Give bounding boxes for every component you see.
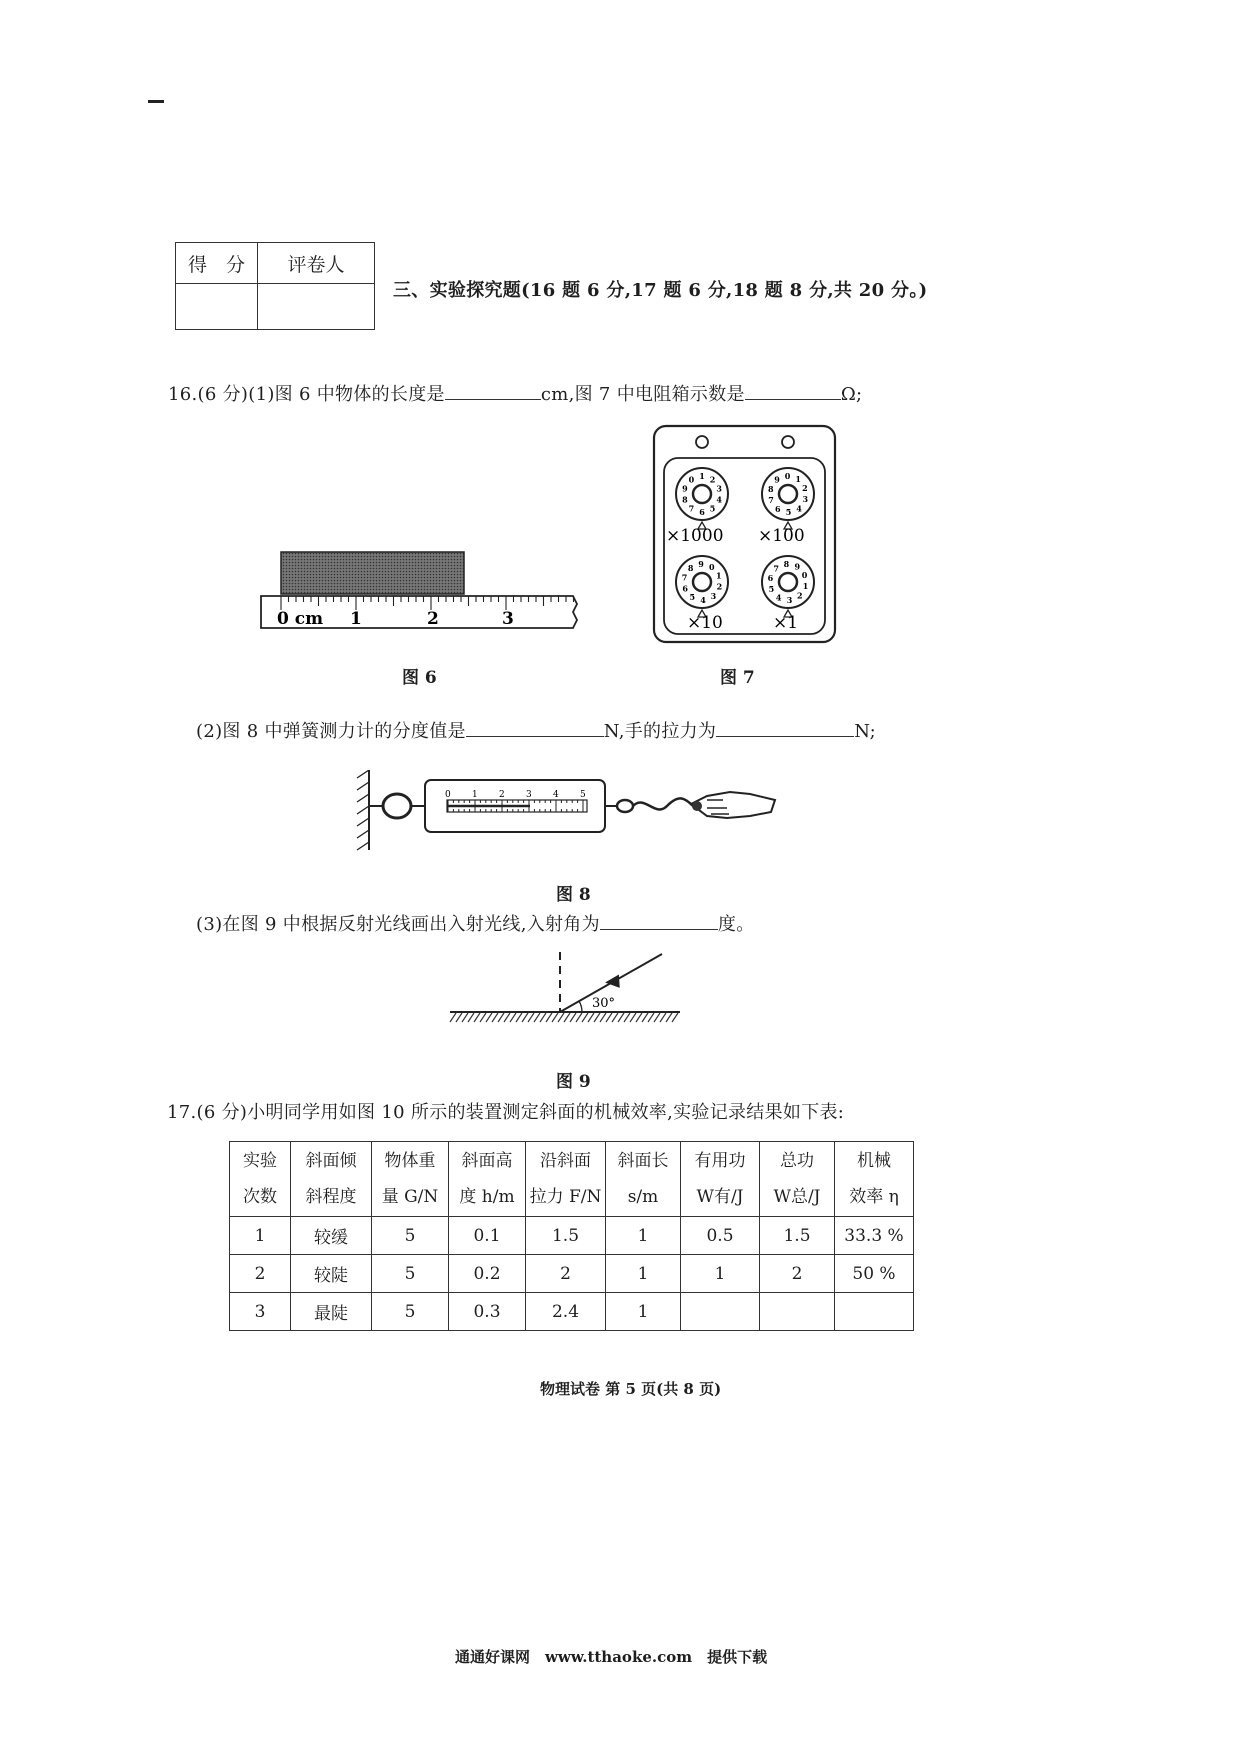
multiplier-1: ×1 [773,613,799,633]
svg-text:0: 0 [801,570,808,581]
total-work-answer-cell[interactable] [760,1293,835,1331]
table-row [230,1255,914,1293]
svg-text:1: 1 [472,790,478,800]
q16-part1-end: Ω; [840,384,863,405]
svg-text:7: 7 [768,495,774,506]
fig7-caption: 图 7 [720,668,755,688]
svg-text:5: 5 [785,506,792,517]
table-cell: 1.5 [760,1217,835,1255]
table-cell: 最陡 [291,1293,372,1331]
svg-text:2: 2 [499,790,505,800]
q16-part3-end: 度。 [717,914,755,935]
fig9-reflection-figure [440,950,690,1032]
q16-part1-prefix: 16.(6 分)(1)图 6 中物体的长度是 [168,384,445,405]
svg-text:7: 7 [681,572,688,583]
incidence-angle-blank[interactable] [600,911,718,930]
table-cell: 1 [230,1217,291,1255]
svg-text:2: 2 [802,482,808,493]
table-cell: 5 [372,1255,449,1293]
multiplier-1000: ×1000 [666,526,724,546]
multiplier-10: ×10 [687,613,723,633]
division-value-blank[interactable] [466,718,604,737]
table-cell: 1.5 [526,1217,606,1255]
hand-icon [691,792,775,818]
ruler-label-1: 1 [350,609,362,629]
header-weight: 物体重 量 G/N [372,1142,449,1217]
svg-text:3: 3 [526,790,532,800]
svg-text:6: 6 [775,503,781,514]
table-cell: 1 [681,1255,760,1293]
efficiency-answer-cell[interactable] [835,1293,914,1331]
svg-text:9: 9 [794,561,801,572]
q16-part3-prefix: (3)在图 9 中根据反射光线画出入射光线,入射角为 [196,914,600,935]
svg-text:6: 6 [767,572,774,583]
svg-text:1: 1 [802,581,809,592]
svg-text:4: 4 [553,790,559,800]
svg-text:9: 9 [682,483,688,494]
ruler-label-0: 0 cm [277,609,324,629]
svg-text:6: 6 [699,507,705,517]
q16-part1-mid: cm,图 7 中电阻箱示数是 [540,384,745,405]
q16-part2-end: N; [854,721,876,742]
table-cell: 5 [372,1293,449,1331]
site-footer: 通通好课网 www.tthaoke.com 提供下载 [455,1648,768,1666]
section-title: 三、实验探究题(16 题 6 分,17 题 6 分,18 题 8 分,共 20 分。) [393,280,928,301]
svg-text:1: 1 [699,471,705,481]
svg-text:0: 0 [445,790,451,800]
table-cell: 2 [230,1255,291,1293]
mirror-hatch [450,1013,678,1022]
svg-text:5: 5 [580,790,586,800]
svg-text:3: 3 [710,590,717,601]
pull-force-blank[interactable] [716,718,854,737]
header-height: 斜面高 度 h/m [449,1142,526,1217]
fig6-ruler-figure [255,540,585,640]
table-cell: 0.1 [449,1217,526,1255]
svg-text:5: 5 [768,583,775,594]
header-trial: 实验 次数 [230,1142,291,1217]
corner-mark [148,100,164,103]
string [633,798,693,809]
hook-ring [383,794,411,818]
table-cell: 2.4 [526,1293,606,1331]
header-efficiency: 机械 效率 η [835,1142,914,1217]
angle-label: 30° [592,996,616,1011]
svg-text:2: 2 [709,474,716,485]
svg-text:0: 0 [784,471,791,482]
q16-part2 [196,717,876,743]
page-footer: 物理试卷 第 5 页(共 8 页) [540,1380,722,1398]
table-row [230,1293,914,1331]
ruler-label-2: 2 [427,609,439,629]
ruler-label-3: 3 [502,609,514,629]
q16-part3 [196,910,755,936]
svg-text:6: 6 [682,583,689,594]
svg-text:2: 2 [796,590,803,601]
grader-cell[interactable] [258,284,375,330]
fig9-caption: 图 9 [556,1072,591,1092]
table-cell: 2 [526,1255,606,1293]
svg-text:8: 8 [687,563,694,574]
table-cell: 1 [606,1255,681,1293]
q16-part2-mid: N,手的拉力为 [603,721,717,742]
table-cell: 0.5 [681,1217,760,1255]
svg-text:4: 4 [716,494,722,505]
header-pull-force: 沿斜面 拉力 F/N [526,1142,606,1217]
resistance-blank[interactable] [745,381,841,400]
svg-text:7: 7 [773,563,780,574]
score-box [175,242,375,330]
header-useful-work: 有用功 W有/J [681,1142,760,1217]
table-cell: 5 [372,1217,449,1255]
svg-text:0: 0 [688,474,695,485]
table-cell: 2 [760,1255,835,1293]
useful-work-answer-cell[interactable] [681,1293,760,1331]
svg-text:1: 1 [715,570,722,581]
q16-part1 [168,380,862,406]
svg-text:3: 3 [716,483,722,494]
table-cell: 50 % [835,1255,914,1293]
wall [357,770,369,850]
svg-text:3: 3 [786,594,793,605]
grader-header: 评卷人 [258,243,375,284]
svg-text:7: 7 [688,503,695,514]
score-cell[interactable] [176,284,258,330]
fig6-caption: 图 6 [402,668,437,688]
header-length: 斜面长 s/m [606,1142,681,1217]
table-row [230,1217,914,1255]
multiplier-100: ×100 [758,526,805,546]
q17-data-table [229,1141,914,1331]
fig8-spring-scale [355,770,785,852]
table-cell: 1 [606,1293,681,1331]
table-cell: 0.3 [449,1293,526,1331]
fig7-resistance-box [652,424,837,644]
svg-text:8: 8 [682,494,688,505]
svg-text:4: 4 [775,592,782,603]
svg-text:9: 9 [774,474,780,485]
svg-text:8: 8 [783,559,790,570]
q17-text: 17.(6 分)小明同学用如图 10 所示的装置测定斜面的机械效率,实验记录结果如下表: [167,1102,845,1123]
svg-text:4: 4 [796,503,802,514]
svg-text:3: 3 [802,494,809,505]
svg-text:9: 9 [698,559,704,570]
svg-text:4: 4 [700,594,706,605]
measured-block [281,552,464,594]
table-cell: 1 [606,1217,681,1255]
q16-part2-prefix: (2)图 8 中弹簧测力计的分度值是 [196,721,466,742]
svg-text:5: 5 [689,592,696,603]
table-cell: 3 [230,1293,291,1331]
header-slope: 斜面倾 斜程度 [291,1142,372,1217]
score-header: 得 分 [176,243,258,284]
svg-text:8: 8 [767,483,774,494]
table-cell: 较缓 [291,1217,372,1255]
fig8-caption: 图 8 [556,885,591,905]
header-total-work: 总功 W总/J [760,1142,835,1217]
table-cell: 0.2 [449,1255,526,1293]
svg-text:5: 5 [709,503,716,514]
table-cell: 33.3 % [835,1217,914,1255]
svg-text:2: 2 [716,581,723,592]
svg-text:1: 1 [795,474,801,485]
table-cell: 较陡 [291,1255,372,1293]
fig6-length-blank[interactable] [445,381,541,400]
svg-text:0: 0 [708,561,715,572]
